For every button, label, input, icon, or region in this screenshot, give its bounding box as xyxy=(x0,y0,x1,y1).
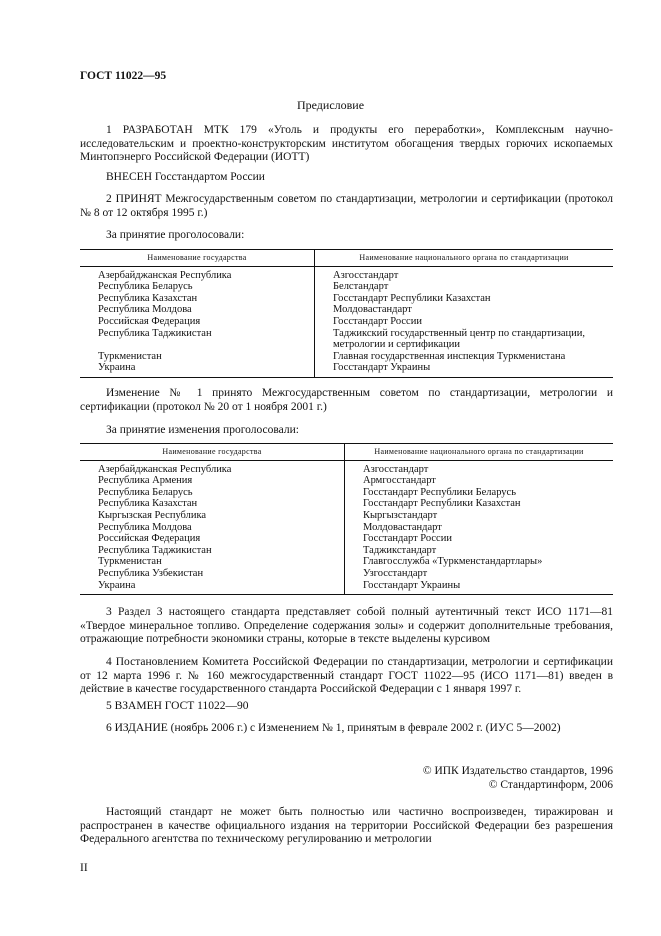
table-row xyxy=(80,328,613,351)
table-row xyxy=(80,568,613,580)
paragraph-1-submitted: ВНЕСЕН Госстандартом России xyxy=(106,171,265,183)
standards-body-name: Главгосслужба «Туркменстандартлары» xyxy=(363,556,543,568)
standards-body-name: Госстандарт Республики Казахстан xyxy=(363,498,521,510)
table-row xyxy=(80,362,613,377)
copyright-2: © Стандартинформ, 2006 xyxy=(488,779,613,791)
state-name: Республика Таджикистан xyxy=(80,328,315,351)
standards-body-name: Узгосстандарт xyxy=(363,567,428,579)
state-name: Российская Федерация xyxy=(80,533,345,545)
state-name: Российская Федерация xyxy=(80,316,315,328)
state-name: Республика Казахстан xyxy=(80,293,315,305)
table-row xyxy=(80,556,613,568)
table2-header-body: Наименование национального органа по стандартизации xyxy=(345,444,614,461)
table-row xyxy=(80,304,613,316)
standards-body-name: Молдовастандарт xyxy=(363,521,442,533)
table-row xyxy=(80,351,613,363)
table-row xyxy=(80,316,613,328)
state-name: Республика Узбекистан xyxy=(80,568,345,580)
table-row xyxy=(80,293,613,305)
state-name: Республика Армения xyxy=(80,475,345,487)
paragraph-5: 5 ВЗАМЕН ГОСТ 11022—90 xyxy=(106,700,249,712)
copyright-block xyxy=(423,764,613,792)
standards-body-name: Азгосстандарт xyxy=(363,463,429,475)
state-name: Туркменистан xyxy=(80,556,345,568)
standards-body-name: Кыргызстандарт xyxy=(363,509,438,521)
table-row xyxy=(80,545,613,557)
vote1-intro: За принятие проголосовали: xyxy=(106,229,245,241)
voting-table-2 xyxy=(80,443,613,595)
voting-table-1 xyxy=(80,249,613,378)
state-name: Республика Беларусь xyxy=(80,281,315,293)
state-name: Республика Таджикистан xyxy=(80,545,345,557)
table-row xyxy=(80,281,613,293)
state-name: Азербайджанская Республика xyxy=(80,460,345,475)
table-row xyxy=(80,522,613,534)
standards-body-name: Армгосстандарт xyxy=(363,475,436,487)
standards-body-name: Белстандарт xyxy=(333,281,389,293)
standards-body-name: Госстандарт Украины xyxy=(345,580,614,595)
state-name: Кыргызская Республика xyxy=(80,510,345,522)
state-name: Республика Молдова xyxy=(80,522,345,534)
standards-body-name: Госстандарт России xyxy=(333,315,422,327)
state-name: Республика Молдова xyxy=(80,304,315,316)
table-row xyxy=(80,266,613,281)
paragraph-1: 1 РАЗРАБОТАН МТК 179 «Уголь и продукты его переработки», Комплексным научно-исследовательским и проектно-конструкторским институтом обогащения твердых горючих ископаемых Минтопэнерго Российской Федерации (ИОТТ) xyxy=(80,124,613,163)
standards-body-name: Таджикстандарт xyxy=(363,544,437,556)
state-name: Украина xyxy=(80,362,315,377)
standards-body-name: Госстандарт Республики Казахстан xyxy=(333,292,491,304)
table-row xyxy=(80,498,613,510)
table1-header-body: Наименование национального органа по стандартизации xyxy=(315,250,614,267)
standards-body-name: Госстандарт России xyxy=(363,533,452,545)
page-number: II xyxy=(80,862,88,874)
standards-body-name: Азгосстандарт xyxy=(333,269,399,281)
copyright-1: © ИПК Издательство стандартов, 1996 xyxy=(422,765,613,777)
table-row xyxy=(80,487,613,499)
standards-body-name: Госстандарт Украины xyxy=(315,362,614,377)
state-name: Азербайджанская Республика xyxy=(80,266,315,281)
reproduction-notice: Настоящий стандарт не может быть полностью или частично воспроизведен, тиражирован и распространен в качестве официального издания на территории Российской Федерации без разрешения Федерального агентства по техническому регулированию и метрологии xyxy=(80,806,613,845)
standards-body-name: Таджикский государственный центр по стандартизации, метрологии и сертификации xyxy=(333,327,586,351)
state-name: Туркменистан xyxy=(80,351,315,363)
table-row xyxy=(80,510,613,522)
standard-header: ГОСТ 11022—95 xyxy=(80,70,167,82)
paragraph-4: 4 Постановлением Комитета Российской Федерации по стандартизации, метрологии и сертификации от 12 марта 1996 г. № 160 межгосударственный стандарт ГОСТ 11022—95 (ИСО 1171—81) введен в действие в качестве государственного стандарта Российской Федерации с 1 января 1997 г. xyxy=(80,656,613,695)
standards-body-name: Госстандарт Республики Беларусь xyxy=(363,486,517,498)
paragraph-3: 3 Раздел 3 настоящего стандарта представляет собой полный аутентичный текст ИСО 1171—81 «Твердое минеральное топливо. Определение содержания золы» и содержит дополнительные требования, отражающие потребности экономики страны, которые в тексте выделены курсивом xyxy=(80,606,613,645)
table-row xyxy=(80,580,613,595)
state-name: Республика Беларусь xyxy=(80,487,345,499)
state-name: Республика Казахстан xyxy=(80,498,345,510)
standards-body-name: Главная государственная инспекция Туркменистана xyxy=(333,350,566,362)
table-row xyxy=(80,460,613,475)
amendment-paragraph: Изменение № 1 принято Межгосударственным советом по стандартизации, метрологии и сертификации (протокол № 20 от 1 ноября 2001 г.) xyxy=(80,387,613,413)
state-name: Украина xyxy=(80,580,345,595)
vote2-intro: За принятие изменения проголосовали: xyxy=(106,424,299,436)
table1-header-state: Наименование государства xyxy=(80,250,315,267)
paragraph-2: 2 ПРИНЯТ Межгосударственным советом по стандартизации, метрологии и сертификации (протокол № 8 от 12 октября 1995 г.) xyxy=(80,193,613,219)
paragraph-6: 6 ИЗДАНИЕ (ноябрь 2006 г.) с Изменением № 1, принятым в феврале 2002 г. (ИУС 5—2002) xyxy=(106,722,561,734)
table2-header-state: Наименование государства xyxy=(80,444,345,461)
table-row xyxy=(80,475,613,487)
preface-title: Предисловие xyxy=(296,98,365,112)
table-row xyxy=(80,533,613,545)
standards-body-name: Молдовастандарт xyxy=(333,304,412,316)
